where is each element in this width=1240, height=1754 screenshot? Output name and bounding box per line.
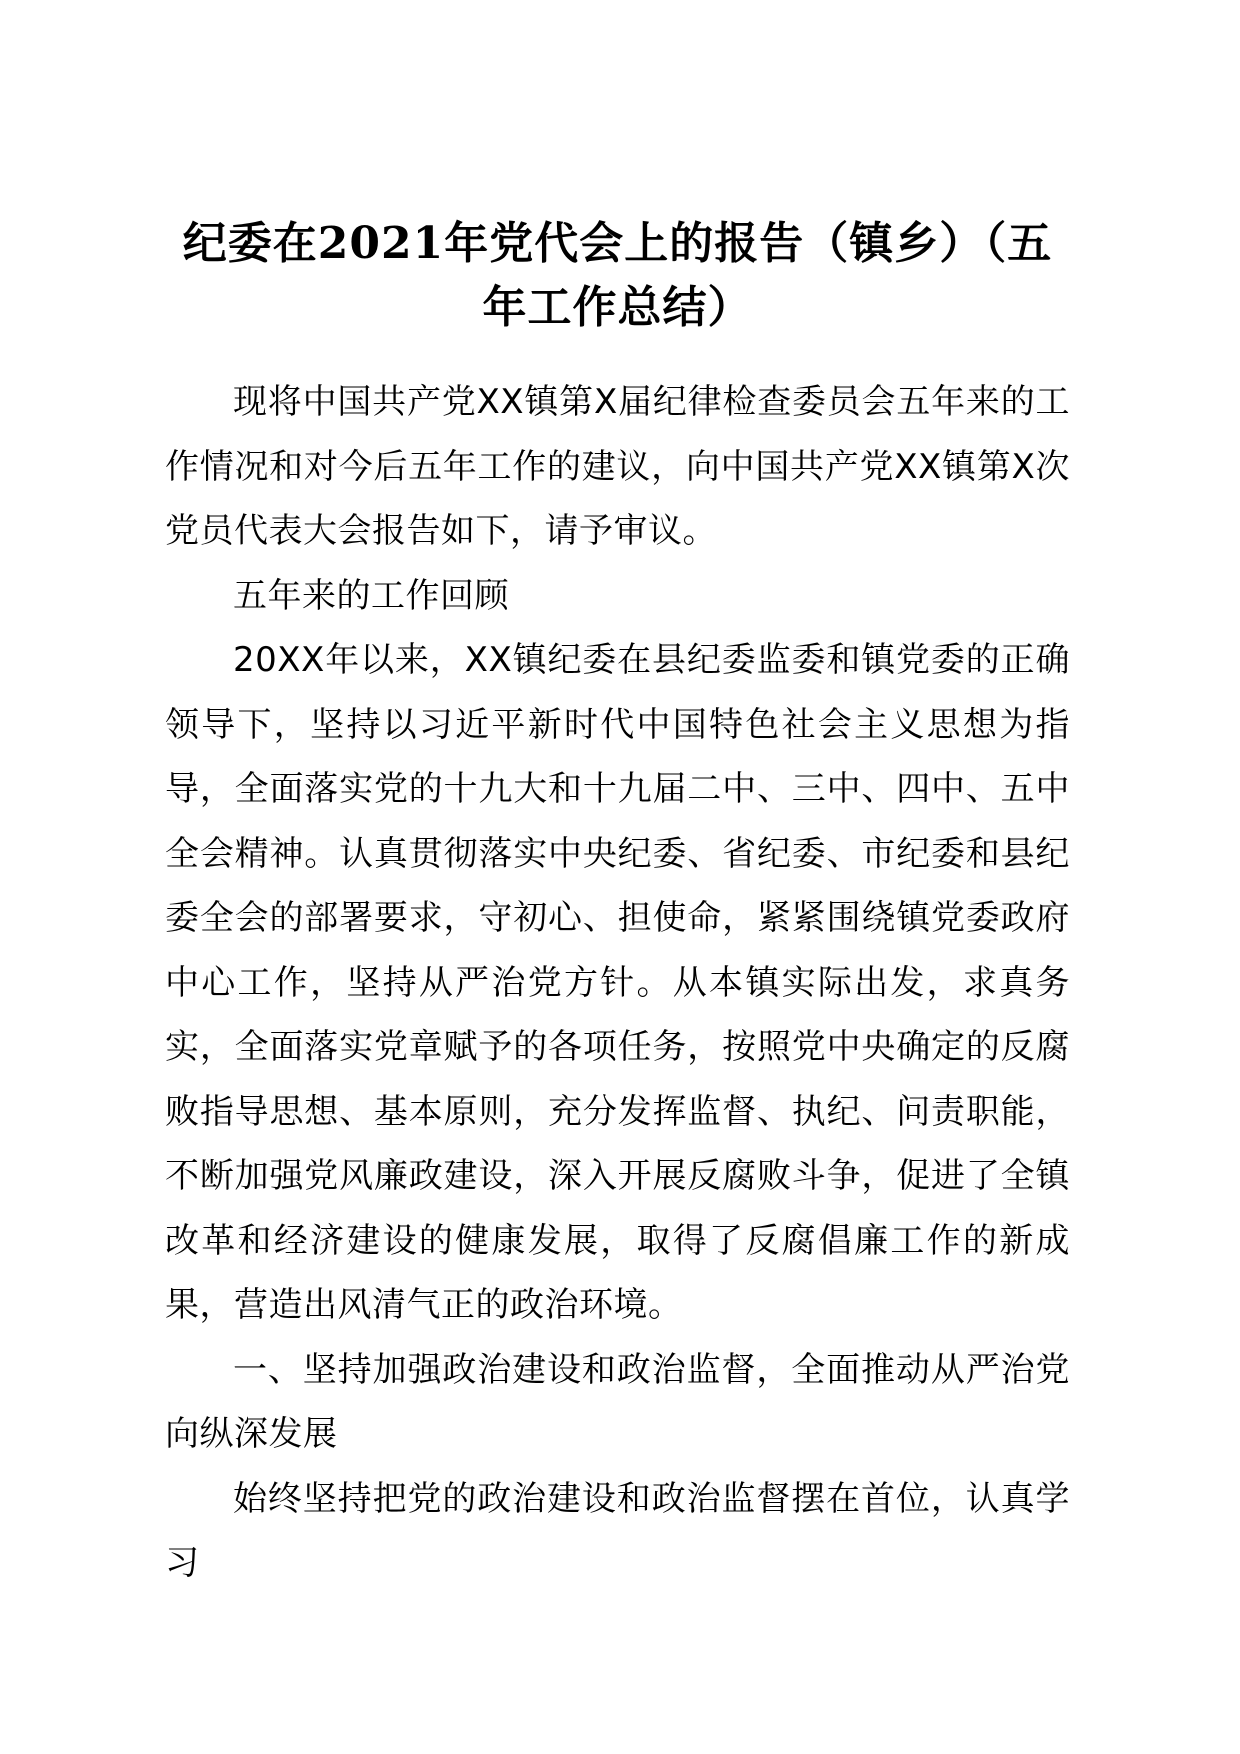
paragraph-section-one: 始终坚持把党的政治建设和政治监督摆在首位，认真学习 bbox=[165, 1478, 1070, 1583]
section-heading-one: 一、坚持加强政治建设和政治监督，全面推动从严治党向纵深发展 bbox=[165, 1349, 1070, 1454]
document-body bbox=[165, 370, 1070, 1596]
paragraph-intro: 现将中国共产党XX镇第X届纪律检查委员会五年来的工作情况和对今后五年工作的建议，向中国共产党XX镇第X次党员代表大会报告如下，请予审议。 bbox=[165, 382, 1070, 551]
section-heading-review: 五年来的工作回顾 bbox=[233, 575, 509, 616]
paragraph-review: 20XX年以来，XX镇纪委在县纪委监委和镇党委的正确领导下，坚持以习近平新时代中国特色社会主义思想为指导，全面落实党的十九大和十九届二中、三中、四中、五中全会精神。认真贯彻落实中央纪委、省纪委、市纪委和县纪委全会的部署要求，守初心、担使命，紧紧围绕镇党委政府中心工作，坚持从严治党方针。从本镇实际出发，求真务实，全面落实党章赋予的各项任务，按照党中央确定的反腐败指导思想、基本原则，充分发挥监督、执纪、问责职能，不断加强党风廉政建设，深入开展反腐败斗争，促进了全镇改革和经济建设的健康发展，取得了反腐倡廉工作的新成果，营造出风清气正的政治环境。 bbox=[165, 640, 1070, 1325]
document-title: 纪委在2021年党代会上的报告（镇乡）（五年工作总结） bbox=[182, 218, 1053, 333]
